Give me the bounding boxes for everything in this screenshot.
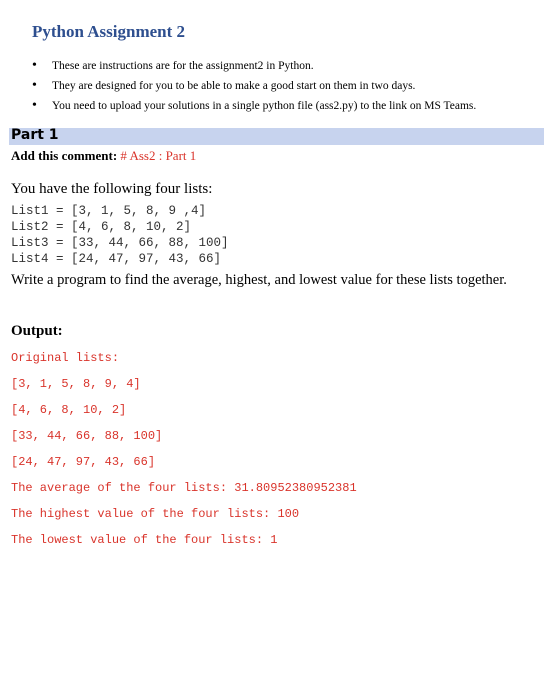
part-heading-bar bbox=[9, 128, 544, 145]
comment-instruction bbox=[11, 148, 196, 164]
output-line: [33, 44, 66, 88, 100] bbox=[11, 429, 163, 443]
intro-text: You have the following four lists: bbox=[11, 181, 213, 197]
output-label: Output: bbox=[11, 323, 63, 339]
comment-label: Add this comment: bbox=[11, 148, 118, 163]
code-line: List2 = [4, 6, 8, 10, 2] bbox=[11, 220, 192, 234]
instruction-item: • These are instructions are for the assignment2 in Python. bbox=[30, 56, 540, 76]
output-line: [3, 1, 5, 8, 9, 4] bbox=[11, 377, 141, 391]
output-line: The lowest value of the four lists: 1 bbox=[11, 533, 278, 547]
comment-value: # Ass2 : Part 1 bbox=[120, 148, 197, 163]
code-line: List3 = [33, 44, 66, 88, 100] bbox=[11, 236, 229, 250]
code-line: List4 = [24, 47, 97, 43, 66] bbox=[11, 252, 222, 266]
output-line: [24, 47, 97, 43, 66] bbox=[11, 455, 156, 469]
task-text: Write a program to find the average, highest, and lowest value for these lists together. bbox=[11, 272, 507, 288]
output-line: The average of the four lists: 31.80952380952381 bbox=[11, 481, 357, 495]
output-line: Original lists: bbox=[11, 351, 120, 365]
part-heading: Part 1 bbox=[11, 127, 59, 143]
output-line: [4, 6, 8, 10, 2] bbox=[11, 403, 127, 417]
instruction-item: • They are designed for you to be able to make a good start on them in two days. bbox=[30, 76, 540, 96]
instruction-list bbox=[30, 56, 540, 116]
instruction-item: • You need to upload your solutions in a single python file (ass2.py) to the link on MS Teams. bbox=[30, 96, 540, 116]
code-lists bbox=[11, 203, 229, 267]
output-line: The highest value of the four lists: 100 bbox=[11, 507, 300, 521]
code-line: List1 = [3, 1, 5, 8, 9 ,4] bbox=[11, 204, 207, 218]
page-title: Python Assignment 2 bbox=[32, 22, 186, 41]
